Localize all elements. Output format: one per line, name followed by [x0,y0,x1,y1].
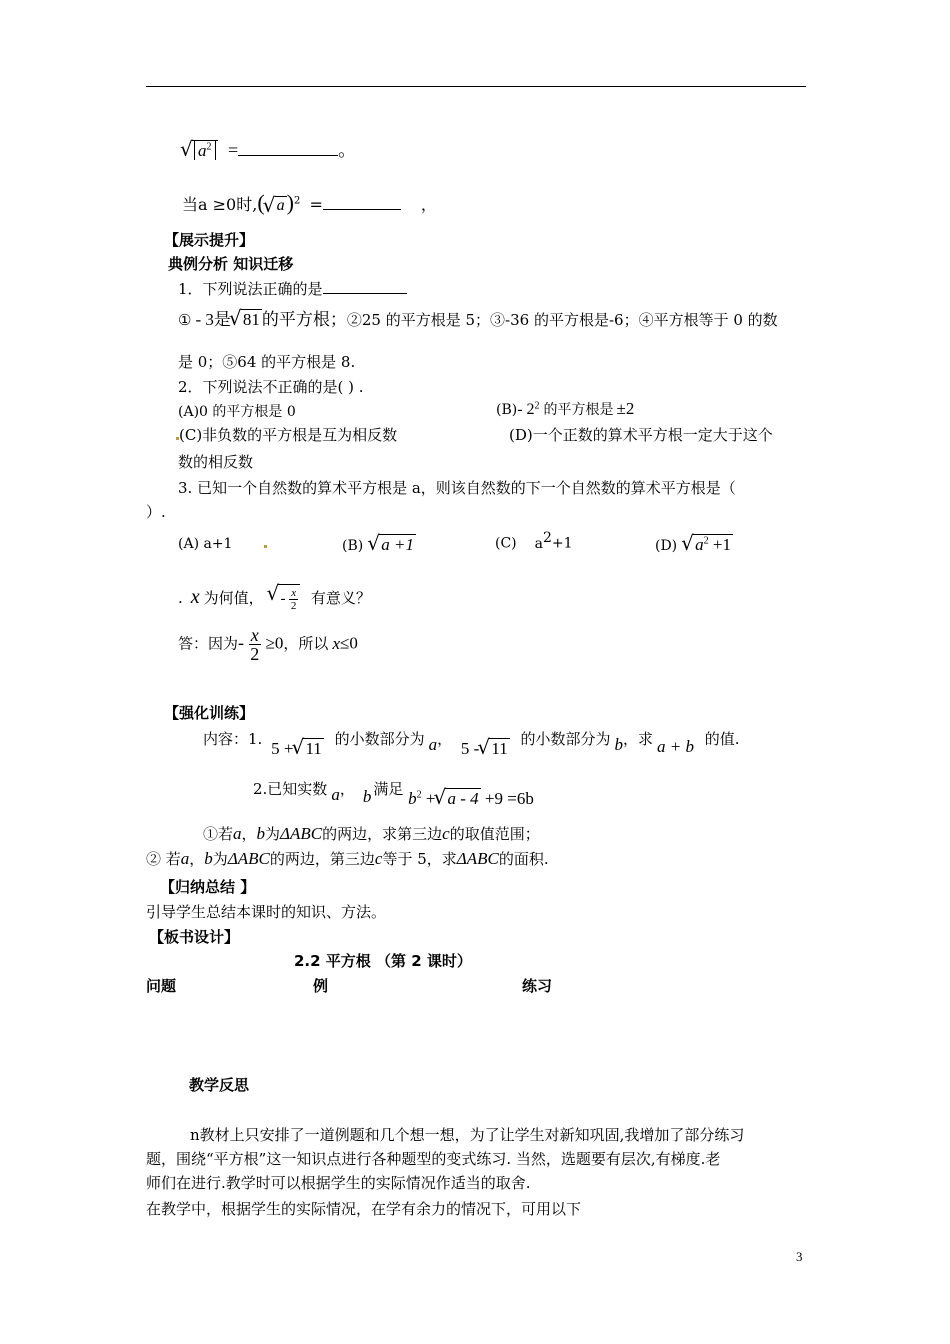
q2-option-a: (A)0 的平方根是 0 [178,404,296,420]
section-show: 【展示提升】 [164,231,255,249]
q3-option-d: (D)√ $a^2 +1$ [655,534,733,555]
q3-text-cont: ）. [146,503,166,521]
board-col-problem: 问题 [146,977,177,995]
train-sub-2: ② 若a，b为ΔABC的两边，第三边c等于 5，求ΔABC的面积. [146,849,549,868]
formula-cond-line: 当a ≥0时,(√ a)$^2$ = ， [182,190,437,216]
q3-text: 3. 已知一个自然数的算术平方根是 a，则该自然数的下一个自然数的算术平方根是（ [178,479,736,497]
section-reflection: 教学反思 [189,1076,250,1094]
sqrt-abs-eq: = [228,140,239,160]
q4-line: . x 为何值， √ - $\frac{x}{2}$ 有意义？ [178,584,371,612]
train-sub-1: ①若a，b为ΔABC的两边，求第三边c的取值范围； [203,824,540,843]
page-number: 3 [796,1249,803,1264]
q3-option-c: (C) $a^2+1$ [495,530,573,552]
q4-answer: 答：因为- $\frac{x}{2}$ ≥0，所以 x≤0 [178,625,358,664]
board-col-example: 例 [313,977,329,995]
train-item-2: 2.已知实数 a， b 满足 $b^2$ +√ a - 4 +9 =6b [253,778,534,799]
q1-blank [323,293,407,294]
section-summary: 【归纳总结 】 [160,878,256,896]
summary-text: 引导学生总结本课时的知识、方法。 [146,903,387,921]
board-title: 2.2 平方根 （第 2 课时） [294,952,472,970]
sqrt-a-expr: √ a [265,196,287,215]
q3-option-a: (A) a+1 [178,536,267,552]
q2-option-d-cont: 数的相反数 [178,453,254,471]
q2-option-d: (D)一个正数的算术平方根一定大于这个 [509,426,773,444]
cond-end: ， [420,195,437,214]
board-col-practice: 练习 [522,977,553,995]
cond-prefix: 当a ≥0时, [182,195,258,214]
q1-text: 1．下列说法正确的是 [178,278,407,299]
q2-option-c: (C)非负数的平方根是互为相反数 [176,424,397,445]
q2-option-b: (B)- $2^2$ 的平方根是 ±2 [496,399,635,418]
q1-line2: 是 0；⑤64 的平方根是 8. [178,353,356,371]
reflection-line-4: 在教学中，根据学生的实际情况，在学有余力的情况下，可用以下 [146,1200,582,1218]
section-board: 【板书设计】 [149,928,240,946]
sqrt-abs-expr: √ $a^2$ [182,140,218,161]
q4-sqrt-expr: √ - $\frac{x}{2}$ [268,584,300,612]
formula-sqrt-abs [182,136,356,162]
answer-blank-1 [238,155,338,156]
q3-option-b: (B)√ a +1 [342,534,416,555]
reflection-line-1: n教材上只安排了一道例题和几个想一想，为了让学生对新知巩固,我增加了部分练习 [190,1126,745,1144]
q2-text: 2．下列说法不正确的是( ) . [178,378,364,396]
q1-line1: ① - 3是√ 81 的平方根；②25 的平方根是 5；③-36 的平方根是-6；④平方根等于 0 的数 [178,305,778,330]
header-rule [146,86,806,87]
reflection-line-3: 师们在进行.教学时可以根据学生的实际情况作适当的取舍. [146,1174,531,1192]
train-item-1: 内容：1. 5 +√ 11 的小数部分为 a， 5 -√ 11 的小数部分为 b，求 a + b 的值. [203,728,740,749]
section-show-sub: 典例分析 知识迁移 [168,255,294,273]
reflection-line-2: 题，围绕“平方根”这一知识点进行各种题型的变式练习. 当然，选题要有层次,有梯度.老 [146,1150,721,1168]
section-train: 【强化训练】 [164,704,255,722]
formula-end-mark: 。 [338,140,357,160]
answer-blank-2 [323,209,401,210]
cond-eq: = [309,195,323,214]
